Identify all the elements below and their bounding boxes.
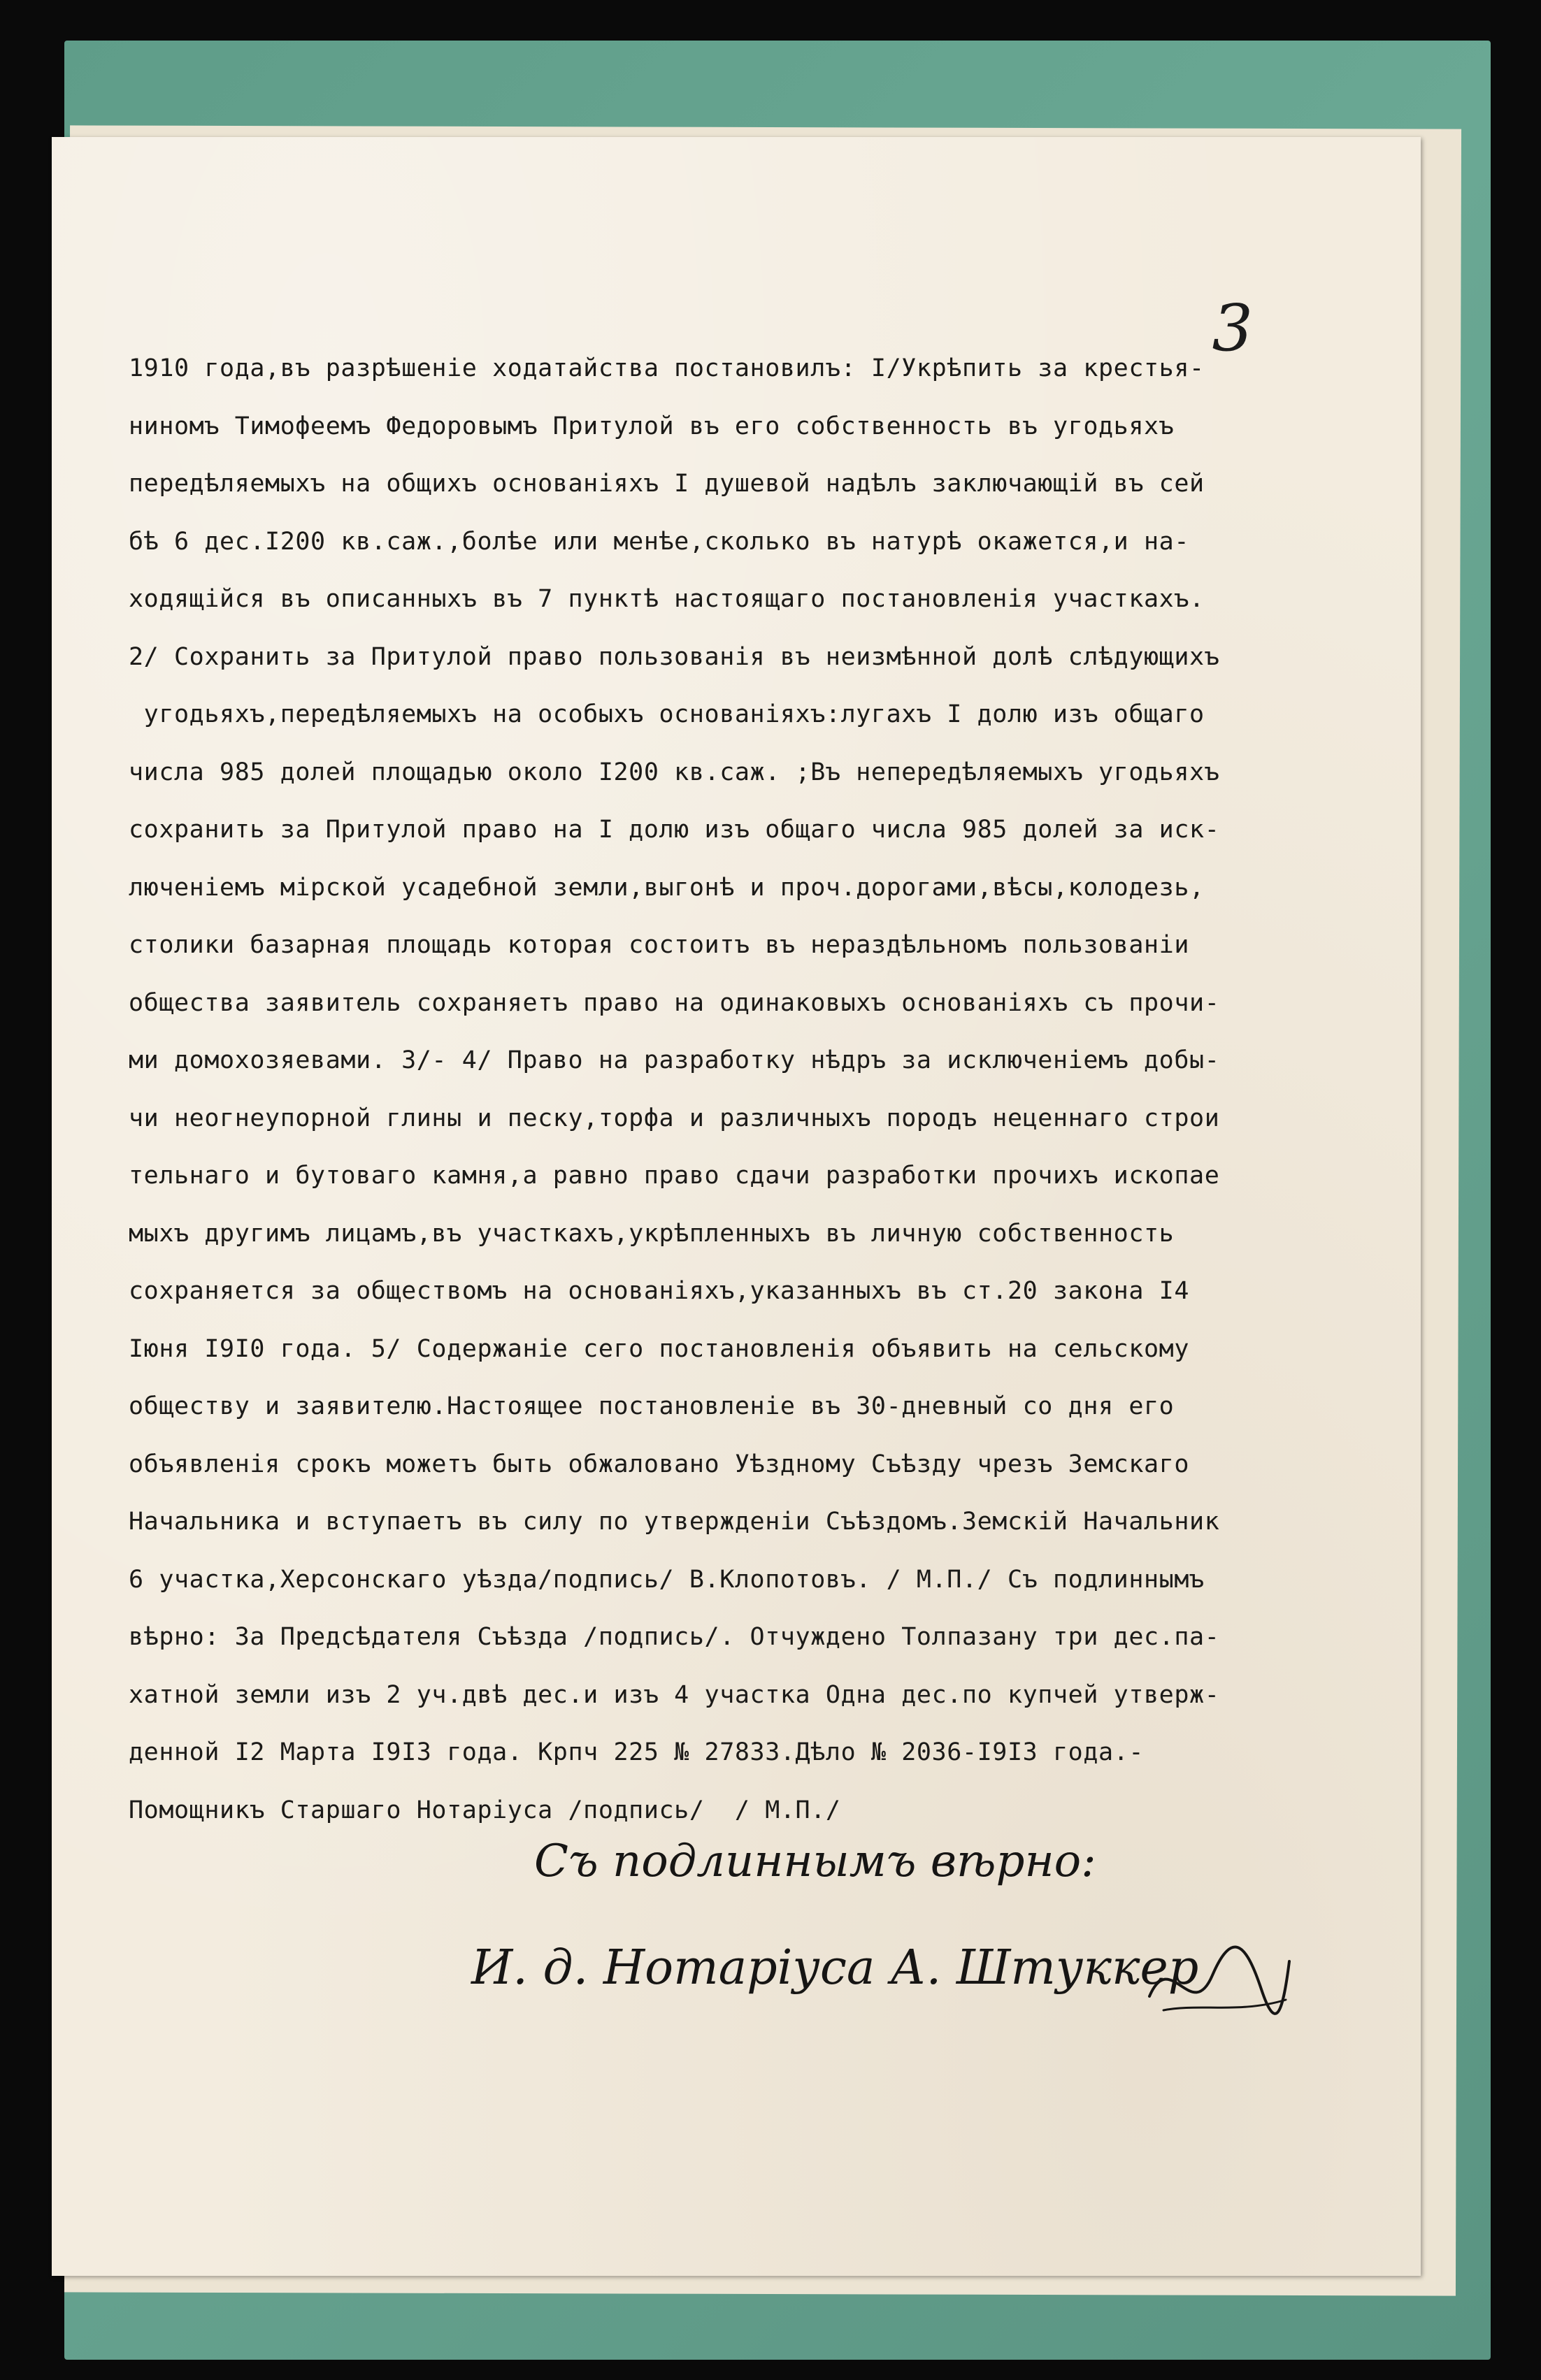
text-line: Начальника и вступаетъ въ силу по утвержденіи Съѣздомъ.Земскій Начальник bbox=[129, 1508, 1220, 1536]
signature-flourish-icon bbox=[1142, 1933, 1296, 2031]
text-line: ми домохозяевами. 3/- 4/ Право на разработку нѣдръ за исключеніемъ добы- bbox=[129, 1046, 1220, 1074]
page-number: 3 bbox=[1212, 291, 1253, 366]
text-line: ниномъ Тимофеемъ Федоровымъ Притулой въ его собственность въ угодьяхъ bbox=[129, 412, 1175, 440]
text-line: Помощникъ Старшаго Нотаріуса /подпись/ / М.П./ bbox=[129, 1796, 841, 1824]
typed-body-text bbox=[129, 340, 1408, 1839]
text-line: сохраняется за обществомъ на основаніяхъ,указанныхъ въ ст.20 закона I4 bbox=[129, 1277, 1190, 1305]
text-line: люченіемъ мірской усадебной земли,выгонѣ и проч.дорогами,вѣсы,колодезь, bbox=[129, 873, 1205, 902]
text-line: столики базарная площадь которая состоитъ въ нераздѣльномъ пользованіи bbox=[129, 931, 1190, 959]
text-line: передѣляемыхъ на общихъ основаніяхъ I душевой надѣлъ заключающій въ сей bbox=[129, 470, 1205, 498]
text-line: обществу и заявителю.Настоящее постановленіе въ 30-дневный со дня его bbox=[129, 1392, 1175, 1420]
text-line: Іюня I9I0 года. 5/ Содержаніе сего постановленія объявить на сельскому bbox=[129, 1334, 1190, 1363]
handwritten-certification bbox=[52, 1836, 1421, 2066]
text-line: мыхъ другимъ лицамъ,въ участкахъ,укрѣпленныхъ въ личную собственность bbox=[129, 1219, 1175, 1248]
text-line: ходящійся въ описанныхъ въ 7 пунктѣ настоящаго постановленія участкахъ. bbox=[129, 585, 1205, 613]
text-line: 2/ Сохранить за Притулой право пользованія въ неизмѣнной долѣ слѣдующихъ bbox=[129, 642, 1220, 671]
text-line: общества заявитель сохраняетъ право на одинаковыхъ основаніяхъ съ прочи- bbox=[129, 988, 1220, 1017]
text-line: чи неогнеупорной глины и песку,торфа и различныхъ породъ неценнаго строи bbox=[129, 1104, 1220, 1132]
text-line: бѣ 6 дес.I200 кв.саж.,болѣе или менѣе,сколько въ натурѣ окажется,и на- bbox=[129, 527, 1190, 556]
text-line: угодьяхъ,передѣляемыхъ на особыхъ основаніяхъ:лугахъ I долю изъ общаго bbox=[129, 700, 1205, 728]
text-line: объявленія срокъ можетъ быть обжаловано Уѣздному Съѣзду чрезъ Земскаго bbox=[129, 1450, 1190, 1478]
text-line: числа 985 долей площадью около I200 кв.саж. ;Въ непередѣляемыхъ угодьяхъ bbox=[129, 758, 1220, 786]
text-line: денной I2 Марта I9I3 года. Крпч 225 № 27833.Дѣло № 2036-I9I3 года.- bbox=[129, 1738, 1145, 1766]
document-page bbox=[52, 137, 1421, 2276]
text-line: тельнаго и бутоваго камня,а равно право сдачи разработки прочихъ ископае bbox=[129, 1162, 1220, 1190]
text-line: хатной земли изъ 2 уч.двѣ дес.и изъ 4 участка Одна дес.по купчей утверж- bbox=[129, 1680, 1220, 1709]
text-line: вѣрно: За Предсѣдателя Съѣзда /подпись/. Отчуждено Толпазану три дес.па- bbox=[129, 1623, 1220, 1651]
notary-signature-line: И. д. Нотаріуса А. Штуккер bbox=[471, 1940, 1199, 1996]
text-line: 1910 года,въ разрѣшеніе ходатайства постановилъ: I/Укрѣпить за крестья- bbox=[129, 354, 1205, 382]
certification-heading: Съ подлиннымъ вѣрно: bbox=[534, 1836, 1096, 1887]
text-line: 6 участка,Херсонскаго уѣзда/подпись/ В.Клопотовъ. / М.П./ Съ подлиннымъ bbox=[129, 1565, 1205, 1594]
text-line: сохранить за Притулой право на I долю изъ общаго числа 985 долей за иск- bbox=[129, 816, 1220, 844]
